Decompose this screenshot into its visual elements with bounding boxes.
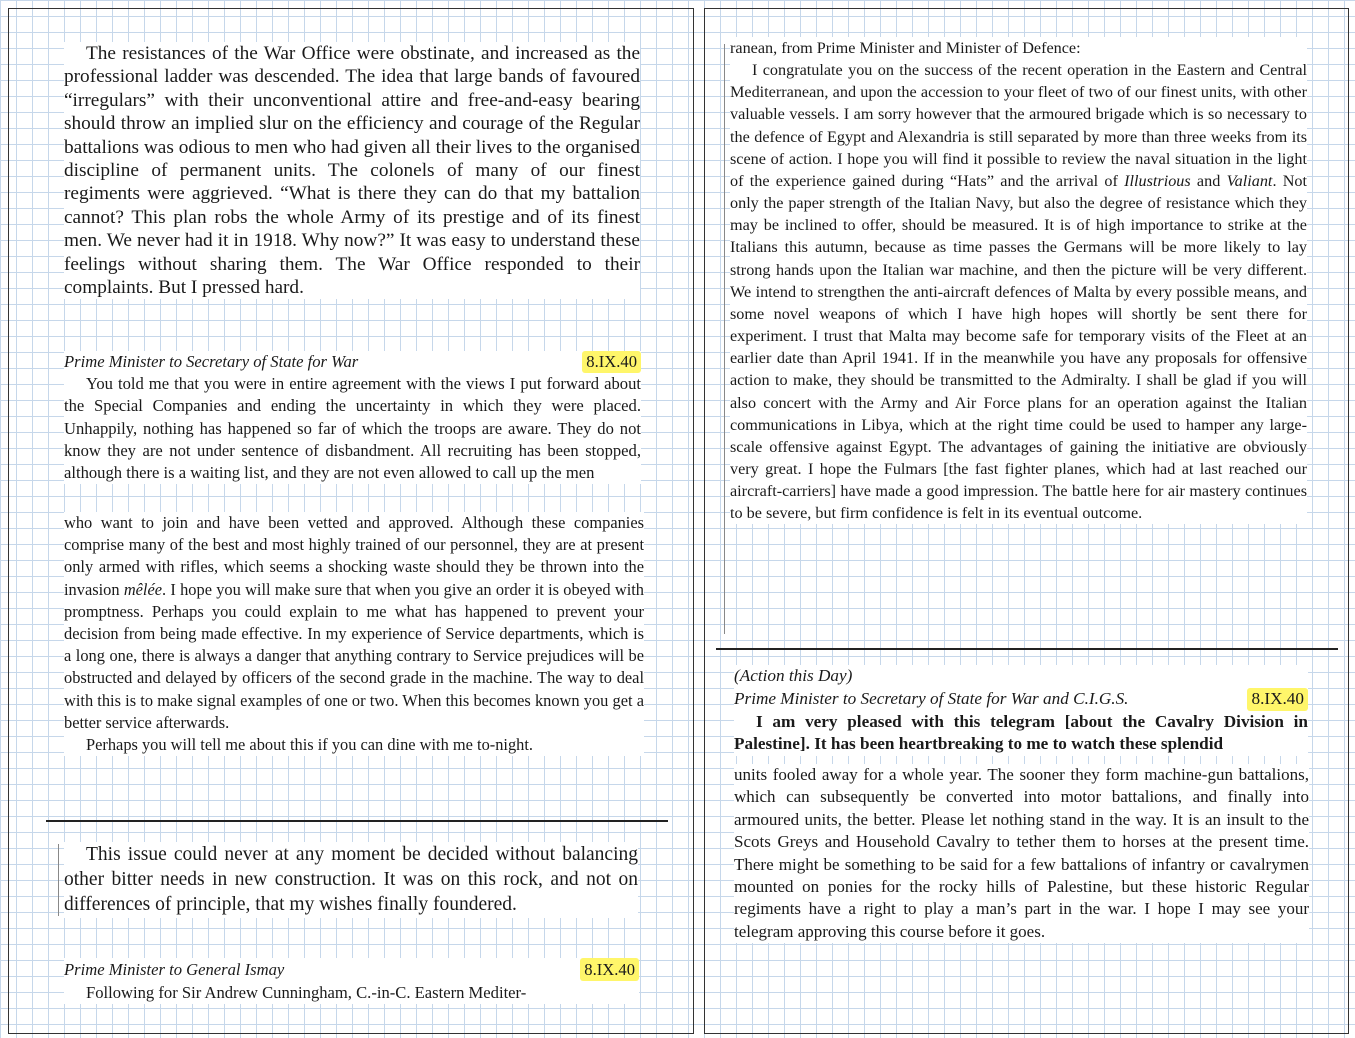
telegram-block: [730, 37, 1307, 524]
ship-illustrious: Illustrious: [1124, 171, 1191, 190]
memo-ismay-line: Following for Sir Andrew Cunningham, C.-in-C. Eastern Mediter-: [86, 983, 527, 1002]
telegram-body-part2: . Not only the paper strength of the Italian Navy, but also the degree of resistance which they may be inclined to offer, should be measured. It is of high importance to strike at the Italians this autumn, because as time passes the Germans will be more likely to lay strong hands upon the Italian war machine, and then the picture will be very different. We intend to strengthen the anti-aircraft defences of Malta by every possible means, and some novel weapons of which I have high hopes will shortly be sent there for experiment. I trust that Malta may become safe for temporary visits of the Fleet at an earlier date than April 1941. If in the meanwhile you have any proposals for offensive action to make, they should be transmitted to the Admiralty. I shall be glad if you will also concert with the Army and Air Force plans for an operation against the Italian communications in Libya, which at the right time could be used to hamper any large-scale offensive against Egypt. The advantages of gaining the initiative are obviously very great. I hope the Fulmars [the fast fighter planes, which had at last reached our aircraft-carriers] have made a good impression. The battle here for air mastery continues to be severe, but firm confidence is felt in its eventual outcome.: [730, 171, 1308, 523]
melee-word: mêlée: [123, 579, 163, 599]
memo-ismay-block: [64, 958, 639, 1004]
memo-body-part2-suffix: . I hope you will make sure that when you give an order it is obeyed with promptness. Perhaps you could explain to me what has happened to prevent your decision from being made effective. In my experience of Service departments, which is a long one, there is always a danger that anything contrary to Service prejudices will be obstructed and delayed by officers of the second grade in the machine. The way to deal with this is to make signal examples of one or two. When this becomes known you get a better service afterwards.: [64, 579, 644, 732]
memo-secretary-war-continued-block: [64, 512, 644, 756]
memo-heading-row: [64, 351, 641, 373]
intro-paragraph: The resistances of the War Office were obstinate, and increased as the professional ladder was descended. The idea that large bands of favoured “irregulars” with their unconventional attire and free-and-easy bearing should throw an implied slur on the efficiency and courage of the Regular battalions was odious to men who had given all their lives to the organised discipline of permanent units. The colonels of many of our finest regiments were aggrieved. “What is there they can do that my battalion cannot? This plan robs the whole Army of its prestige and of its finest men. We never had it in 1918. Why now?” It was easy to understand these feelings without sharing them. The War Office responded to their complaints. But I pressed hard.: [64, 43, 640, 299]
memo-ismay-heading: Prime Minister to General Ismay: [64, 960, 285, 979]
memo-heading: Prime Minister to Secretary of State for War: [64, 352, 359, 371]
memo-cavalry-continued-block: [734, 764, 1309, 943]
telegram-body-part1: I congratulate you on the success of the recent operation in the Eastern and Central Mediterranean, and upon the accession to your fleet of two of our finest units, with other valuable vessels. I am sorry however that the armoured brigade which is so necessary to the defence of Egypt and Alexandria is still separated by more than three weeks from its scene of action. I hope you will find it possible to review the naval situation in the light of the experience gained during “Hats” and the arrival of: [730, 61, 1307, 190]
issue-paragraph-block: [64, 842, 638, 918]
memo-ismay-date-highlight: 8.IX.40: [580, 958, 639, 981]
section-divider-right: [716, 648, 1338, 650]
memo-ismay-heading-row: [64, 958, 639, 981]
memo-body-part1: You told me that you were in entire agreement with the views I put forward about the Special Companies and ending the uncertainty in which they were placed. Unhappily, nothing has happened so far of which the troops are aware. They do not know they are not under sentence of disbandment. All recruiting has been stopped, although there is a waiting list, and they are not even allowed to call up the men: [64, 374, 641, 483]
intro-paragraph-block: [64, 42, 640, 299]
memo-cavalry-heading: Prime Minister to Secretary of State for War and C.I.G.S.: [734, 688, 1129, 708]
issue-paragraph: This issue could never at any moment be decided without balancing other bitter needs in new construction. It was on this rock, and not on differences of principle, that my wishes finally foundered.: [64, 844, 638, 916]
memo-closing-line: Perhaps you will tell me about this if you can dine with me to-night.: [86, 735, 534, 755]
memo-cavalry-heading-row: [734, 688, 1308, 711]
memo-secretary-war-block: [64, 351, 641, 484]
memo-cavalry-block: [734, 665, 1308, 756]
memo-cavalry-body-part1: I am very pleased with this telegram [about the Cavalry Division in Palestine]. It has been heartbreaking to me to watch these splendid: [734, 711, 1308, 754]
telegram-body: [730, 59, 1307, 524]
memo-date-highlight: 8.IX.40: [582, 351, 641, 373]
continuation-line: ranean, from Prime Minister and Minister of Defence:: [730, 39, 1081, 57]
memo-body-part2-prefix: who want to join and have been vetted and approved. Although these companies comprise many of the best and most highly trained of our personnel, they are at present only armed with rifles, which seems a shocking waste should they be thrown into the invasion: [64, 513, 644, 599]
section-divider-left: [46, 820, 668, 822]
memo-body-part2: [64, 512, 644, 734]
margin-mark-issue: [58, 844, 59, 916]
ship-valiant: Valiant: [1226, 171, 1273, 190]
telegram-and: and: [1190, 171, 1227, 190]
margin-mark-telegram: [724, 44, 725, 634]
memo-cavalry-body-part2: units fooled away for a whole year. The sooner they form machine-gun battalions, which can subsequently be converted into motor battalions, and finally into armoured units, the better. Please let nothing stand in the way. It is an insult to the Scots Greys and Household Cavalry to tether them to horses at the present time. There might be something to be said for a few battalions of infantry or cavalrymen mounted on ponies for the rocky hills of Palestine, but these historic Regular regiments have a right to play a man’s part in the war. I hope I may see your telegram approving this course before it goes.: [734, 765, 1309, 941]
memo-cavalry-date-highlight: 8.IX.40: [1247, 688, 1308, 711]
action-this-day: (Action this Day): [734, 666, 853, 685]
